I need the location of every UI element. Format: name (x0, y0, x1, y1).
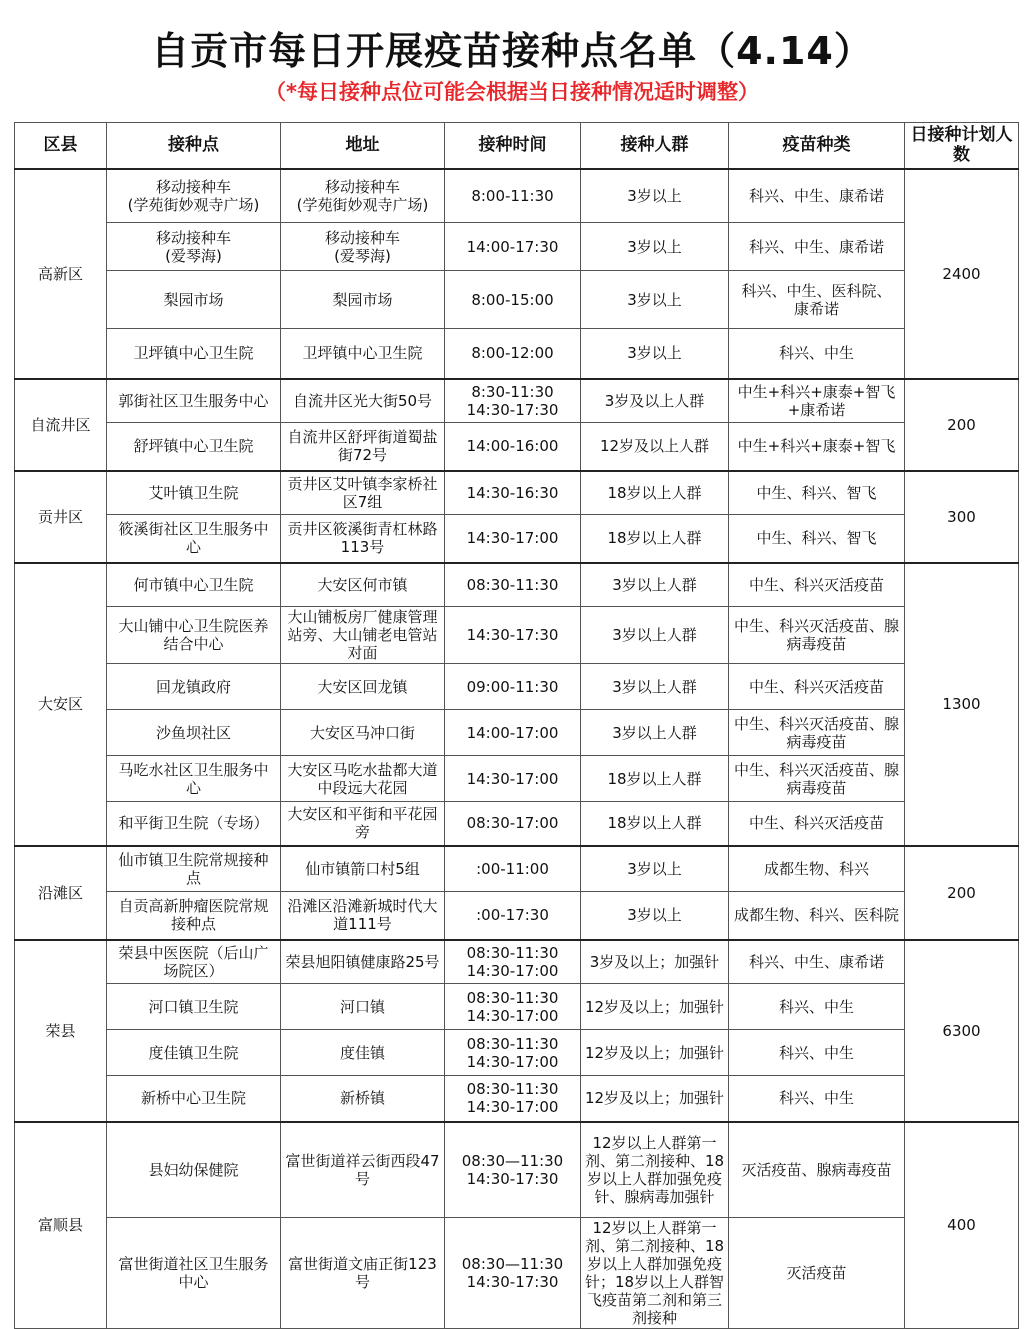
vaccination-site: 和平街卫生院（专场） (107, 802, 281, 846)
vaccine-type: 灭活疫苗 (729, 1218, 905, 1329)
site-address: 新桥镇 (281, 1076, 445, 1122)
vaccination-site: 河口镇卫生院 (107, 984, 281, 1030)
target-group: 12岁以上人群第一 剂、第二剂接种、18 岁以上人群加强免疫 针、腺病毒加强针 (581, 1122, 729, 1218)
vaccine-type: 中生+科兴+康泰+智飞 (729, 423, 905, 471)
table-row (15, 1030, 1019, 1076)
site-address: 自流井区光大街50号 (281, 379, 445, 423)
vaccination-time: 08:30-11:30 14:30-17:00 (445, 984, 581, 1030)
vaccination-site: 大山铺中心卫生院医养 结合中心 (107, 607, 281, 664)
vaccination-time: 09:00-11:30 (445, 664, 581, 710)
vaccination-site: 富世街道社区卫生服务 中心 (107, 1218, 281, 1329)
vaccine-type: 中生、科兴灭活疫苗 (729, 802, 905, 846)
vaccine-type: 中生、科兴、智飞 (729, 471, 905, 515)
vaccine-type: 科兴、中生 (729, 329, 905, 379)
target-group: 3岁以上 (581, 846, 729, 892)
table-row (15, 223, 1019, 271)
vaccine-type: 科兴、中生 (729, 1076, 905, 1122)
vaccination-time: 08:30-11:30 14:30-17:00 (445, 1076, 581, 1122)
vaccination-time: 14:00-17:30 (445, 223, 581, 271)
target-group: 3岁以上 (581, 223, 729, 271)
vaccination-time: 14:00-17:00 (445, 710, 581, 756)
vaccination-site: 沙鱼坝社区 (107, 710, 281, 756)
vaccination-time: 08:30—11:30 14:30-17:30 (445, 1218, 581, 1329)
page-subtitle: （*每日接种点位可能会根据当日接种情况适时调整） (265, 80, 759, 104)
table-row (15, 563, 1019, 607)
district-name: 自流井区 (15, 379, 107, 471)
vaccination-site: 何市镇中心卫生院 (107, 563, 281, 607)
target-group: 3岁及以上；加强针 (581, 940, 729, 984)
vaccination-site: 卫坪镇中心卫生院 (107, 329, 281, 379)
daily-plan-count: 200 (905, 846, 1019, 940)
vaccination-time: 14:30-17:30 (445, 607, 581, 664)
vaccination-site: 自贡高新肿瘤医院常规 接种点 (107, 892, 281, 940)
vaccination-time: 08:30-17:00 (445, 802, 581, 846)
header-daily-plan: 日接种计划人数 (905, 123, 1019, 169)
target-group: 18岁以上人群 (581, 471, 729, 515)
vaccination-site: 移动接种车 (爱琴海) (107, 223, 281, 271)
vaccination-site: 新桥中心卫生院 (107, 1076, 281, 1122)
vaccine-type: 中生、科兴灭活疫苗、腺 病毒疫苗 (729, 607, 905, 664)
header-vaccine: 疫苗种类 (729, 123, 905, 169)
target-group: 3岁以上 (581, 329, 729, 379)
vaccination-site: 梨园市场 (107, 271, 281, 329)
vaccination-time: 08:30-11:30 14:30-17:00 (445, 1030, 581, 1076)
table-row (15, 1076, 1019, 1122)
site-address: 富世街道祥云街西段47 号 (281, 1122, 445, 1218)
vaccination-site: 移动接种车 (学苑街妙观寺广场) (107, 169, 281, 223)
target-group: 3岁以上 (581, 169, 729, 223)
vaccine-type: 中生、科兴灭活疫苗 (729, 664, 905, 710)
vaccine-type: 成都生物、科兴、医科院 (729, 892, 905, 940)
target-group: 12岁及以上人群 (581, 423, 729, 471)
vaccination-time: 14:00-16:00 (445, 423, 581, 471)
vaccination-time: 14:30-17:00 (445, 756, 581, 802)
vaccination-time: 08:30-11:30 (445, 563, 581, 607)
site-address: 贡井区筱溪街青杠林路 113号 (281, 515, 445, 563)
vaccination-site: 荣县中医医院（后山广 场院区） (107, 940, 281, 984)
vaccine-type: 科兴、中生、康希诺 (729, 223, 905, 271)
site-address: 自流井区舒坪街道蜀盐 街72号 (281, 423, 445, 471)
table-row (15, 984, 1019, 1030)
vaccination-site: 度佳镇卫生院 (107, 1030, 281, 1076)
vaccination-site: 艾叶镇卫生院 (107, 471, 281, 515)
site-address: 大安区何市镇 (281, 563, 445, 607)
daily-plan-count: 2400 (905, 169, 1019, 379)
vaccination-site: 筱溪街社区卫生服务中 心 (107, 515, 281, 563)
vaccination-time: 14:30-17:00 (445, 515, 581, 563)
site-address: 梨园市场 (281, 271, 445, 329)
target-group: 3岁以上 (581, 271, 729, 329)
table-row (15, 1122, 1019, 1218)
site-address: 荣县旭阳镇健康路25号 (281, 940, 445, 984)
table-row (15, 515, 1019, 563)
vaccine-type: 中生、科兴、智飞 (729, 515, 905, 563)
vaccine-type: 中生、科兴灭活疫苗 (729, 563, 905, 607)
header-group: 接种人群 (581, 123, 729, 169)
vaccine-type: 中生+科兴+康泰+智飞 +康希诺 (729, 379, 905, 423)
site-address: 大安区和平街和平花园 旁 (281, 802, 445, 846)
vaccination-time: 08:30—11:30 14:30-17:30 (445, 1122, 581, 1218)
table-row (15, 756, 1019, 802)
district-name: 荣县 (15, 940, 107, 1122)
table-body (15, 169, 1019, 1329)
target-group: 3岁以上人群 (581, 664, 729, 710)
daily-plan-count: 200 (905, 379, 1019, 471)
vaccine-type: 中生、科兴灭活疫苗、腺 病毒疫苗 (729, 710, 905, 756)
vaccine-type: 科兴、中生 (729, 984, 905, 1030)
vaccination-time: :00-17:30 (445, 892, 581, 940)
target-group: 12岁及以上；加强针 (581, 984, 729, 1030)
page-title: 自贡市每日开展疫苗接种点名单（4.14） (151, 29, 873, 73)
district-name: 富顺县 (15, 1122, 107, 1329)
table-row (15, 664, 1019, 710)
table-row (15, 846, 1019, 892)
vaccination-time: 8:00-12:00 (445, 329, 581, 379)
table-row (15, 379, 1019, 423)
site-address: 度佳镇 (281, 1030, 445, 1076)
vaccination-site: 舒坪镇中心卫生院 (107, 423, 281, 471)
site-address: 富世街道文庙正街123 号 (281, 1218, 445, 1329)
target-group: 12岁及以上；加强针 (581, 1076, 729, 1122)
site-address: 移动接种车 (学苑街妙观寺广场) (281, 169, 445, 223)
table-row (15, 940, 1019, 984)
vaccine-type: 科兴、中生、康希诺 (729, 940, 905, 984)
table-row (15, 169, 1019, 223)
site-address: 仙市镇箭口村5组 (281, 846, 445, 892)
site-address: 大安区马吃水盐都大道 中段远大花园 (281, 756, 445, 802)
vaccination-site: 郭街社区卫生服务中心 (107, 379, 281, 423)
vaccination-site: 县妇幼保健院 (107, 1122, 281, 1218)
vaccination-time: 08:30-11:30 14:30-17:00 (445, 940, 581, 984)
vaccination-time: 8:00-15:00 (445, 271, 581, 329)
site-address: 大安区马冲口街 (281, 710, 445, 756)
vaccination-time: :00-11:00 (445, 846, 581, 892)
vaccine-type: 科兴、中生 (729, 1030, 905, 1076)
vaccine-type: 科兴、中生、康希诺 (729, 169, 905, 223)
daily-plan-count: 6300 (905, 940, 1019, 1122)
table-row (15, 710, 1019, 756)
target-group: 18岁以上人群 (581, 515, 729, 563)
vaccination-time: 8:00-11:30 (445, 169, 581, 223)
target-group: 3岁以上人群 (581, 710, 729, 756)
table-row (15, 607, 1019, 664)
district-name: 沿滩区 (15, 846, 107, 940)
vaccine-type: 灭活疫苗、腺病毒疫苗 (729, 1122, 905, 1218)
vaccine-type: 科兴、中生、医科院、 康希诺 (729, 271, 905, 329)
vaccination-site: 回龙镇政府 (107, 664, 281, 710)
district-name: 高新区 (15, 169, 107, 379)
site-address: 河口镇 (281, 984, 445, 1030)
vaccination-site: 仙市镇卫生院常规接种 点 (107, 846, 281, 892)
site-address: 大安区回龙镇 (281, 664, 445, 710)
header-site: 接种点 (107, 123, 281, 169)
vaccination-site-table (14, 122, 1019, 1329)
target-group: 3岁以上 (581, 892, 729, 940)
table-row (15, 892, 1019, 940)
district-name: 贡井区 (15, 471, 107, 563)
vaccination-site: 马吃水社区卫生服务中 心 (107, 756, 281, 802)
target-group: 3岁以上人群 (581, 563, 729, 607)
district-name: 大安区 (15, 563, 107, 846)
daily-plan-count: 400 (905, 1122, 1019, 1329)
target-group: 12岁及以上；加强针 (581, 1030, 729, 1076)
target-group: 12岁以上人群第一 剂、第二剂接种、18 岁以上人群加强免疫 针；18岁以上人群智 飞疫苗第二剂和第三 剂接种 (581, 1218, 729, 1329)
table-row (15, 329, 1019, 379)
target-group: 18岁以上人群 (581, 802, 729, 846)
target-group: 18岁以上人群 (581, 756, 729, 802)
target-group: 3岁以上人群 (581, 607, 729, 664)
target-group: 3岁及以上人群 (581, 379, 729, 423)
table-row (15, 802, 1019, 846)
site-address: 贡井区艾叶镇李家桥社 区7组 (281, 471, 445, 515)
vaccination-time: 14:30-16:30 (445, 471, 581, 515)
site-address: 移动接种车 (爱琴海) (281, 223, 445, 271)
vaccine-type: 成都生物、科兴 (729, 846, 905, 892)
vaccine-type: 中生、科兴灭活疫苗、腺 病毒疫苗 (729, 756, 905, 802)
daily-plan-count: 1300 (905, 563, 1019, 846)
table-row (15, 423, 1019, 471)
table-row (15, 271, 1019, 329)
header-address: 地址 (281, 123, 445, 169)
site-address: 大山铺板房厂健康管理 站旁、大山铺老电管站 对面 (281, 607, 445, 664)
header-time: 接种时间 (445, 123, 581, 169)
table-row (15, 1218, 1019, 1329)
daily-plan-count: 300 (905, 471, 1019, 563)
table-header-row (15, 123, 1019, 169)
site-address: 卫坪镇中心卫生院 (281, 329, 445, 379)
table-row (15, 471, 1019, 515)
vaccination-time: 8:30-11:30 14:30-17:30 (445, 379, 581, 423)
header-district: 区县 (15, 123, 107, 169)
site-address: 沿滩区沿滩新城时代大 道111号 (281, 892, 445, 940)
